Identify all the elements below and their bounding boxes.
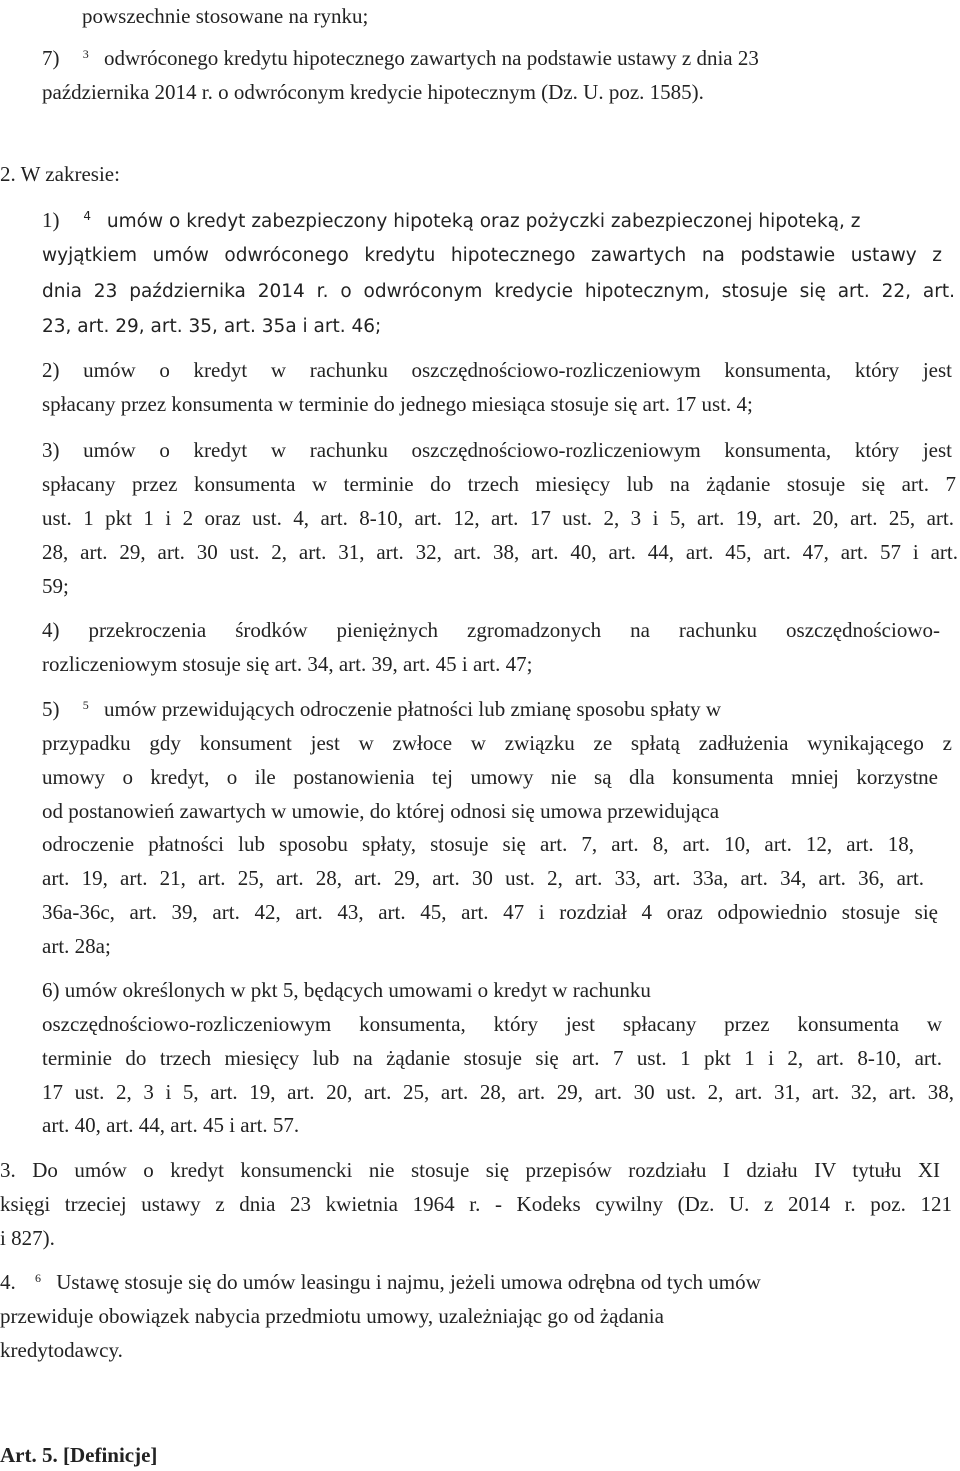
text-line: dnia 23 października 2014 r. o odwróconym kredycie hipotecznym, stosuje się art. 22, art. (42, 281, 955, 302)
text-line: art. 28a; (42, 934, 111, 958)
footnote-ref: 3 (82, 47, 89, 61)
text-line: oszczędnościowo-rozliczeniowym konsumenta, który jest spłacany przez konsumenta w (42, 1012, 942, 1036)
text-line: 59; (42, 574, 69, 598)
list-item-7 (42, 46, 902, 70)
text-line: rozliczeniowym stosuje się art. 34, art. 39, art. 45 i art. 47; (42, 652, 533, 676)
footnote-ref: 5 (82, 698, 89, 712)
item-text: umów o kredyt zabezpieczony hipoteką oraz pożyczki zabezpieczonej hipoteką, z (106, 211, 861, 232)
text-line: wyjątkiem umów odwróconego kredytu hipotecznego zawartych na podstawie ustawy z (42, 245, 942, 266)
text-line: 17 ust. 2, 3 i 5, art. 19, art. 20, art. 25, art. 28, art. 29, art. 30 ust. 2, art. 31, art. 32, art. 38, (42, 1080, 954, 1104)
text-line: października 2014 r. o odwróconym kredycie hipotecznym (Dz. U. poz. 1585). (42, 80, 704, 104)
section-heading (0, 162, 960, 186)
text-line: kredytodawcy. (0, 1338, 123, 1362)
list-item-3: 3) umów o kredyt w rachunku oszczędnościowo-rozliczeniowym konsumenta, który jest (42, 438, 952, 462)
text-line: terminie do trzech miesięcy lub na żądanie stosuje się art. 7 ust. 1 pkt 1 i 2, art. 8-10, art. (42, 1046, 942, 1070)
text-line: i 827). (0, 1226, 55, 1250)
list-item-1 (42, 208, 942, 232)
list-item-4: 4) przekroczenia środków pieniężnych zgromadzonych na rachunku oszczędnościowo- (42, 618, 940, 642)
text-line: powszechnie stosowane na rynku; (82, 4, 369, 28)
text-line: przewiduje obowiązek nabycia przedmiotu umowy, uzależniając go od żądania (0, 1304, 664, 1328)
item-number: 7) (42, 46, 60, 70)
section-3-text: 3. Do umów o kredyt konsumencki nie stosuje się przepisów rozdziału I działu IV tytułu XI (0, 1158, 940, 1182)
list-item-2: 2) umów o kredyt w rachunku oszczędnościowo-rozliczeniowym konsumenta, który jest (42, 358, 952, 382)
item-number: 1) (42, 208, 60, 232)
section-2-heading: 2. W zakresie: (0, 162, 120, 186)
list-item-5 (42, 697, 902, 721)
text-line: 36a-36c, art. 39, art. 42, art. 43, art. 45, art. 47 i rozdział 4 oraz odpowiednio stosuje się (42, 900, 938, 924)
text-line: umowy o kredyt, o ile postanowienia tej umowy nie są dla konsumenta mniej korzystne (42, 765, 938, 789)
footnote-ref: 6 (35, 1271, 41, 1285)
section-text: Ustawę stosuje się do umów leasingu i najmu, jeżeli umowa odrębna od tych umów (56, 1270, 761, 1294)
list-item-6: 6) umów określonych w pkt 5, będących umowami o kredyt w rachunku (42, 978, 651, 1002)
footnote-ref: 4 (83, 209, 92, 223)
text-line: księgi trzeciej ustawy z dnia 23 kwietnia 1964 r. - Kodeks cywilny (Dz. U. z 2014 r. poz. 121 (0, 1192, 952, 1216)
item-number: 5) (42, 697, 60, 721)
text-line: od postanowień zawartych w umowie, do której odnosi się umowa przewidująca (42, 799, 720, 823)
text-line: art. 40, art. 44, art. 45 i art. 57. (42, 1113, 300, 1137)
item-text: umów przewidujących odroczenie płatności lub zmianę sposobu spłaty w (104, 697, 721, 721)
section-number: 4. (0, 1270, 16, 1294)
article-heading: Art. 5. [Definicje] (0, 1443, 158, 1467)
section-4 (0, 1270, 900, 1294)
text-line: przypadku gdy konsument jest w zwłoce w związku ze spłatą zadłużenia wynikającego z (42, 731, 952, 755)
text-line: ust. 1 pkt 1 i 2 oraz ust. 4, art. 8-10, art. 12, art. 17 ust. 2, 3 i 5, art. 19, art. 20, art. 25, art. (42, 506, 954, 530)
text-line: art. 19, art. 21, art. 25, art. 28, art. 29, art. 30 ust. 2, art. 33, art. 33a, art. 34, art. 36, art. (42, 866, 924, 890)
item-text: odwróconego kredytu hipotecznego zawartych na podstawie ustawy z dnia 23 (104, 46, 759, 70)
text-line: spłacany przez konsumenta w terminie do trzech miesięcy lub na żądanie stosuje się art. 7 (42, 472, 956, 496)
text-line: spłacany przez konsumenta w terminie do jednego miesiąca stosuje się art. 17 ust. 4; (42, 392, 753, 416)
text-line: 28, art. 29, art. 30 ust. 2, art. 31, art. 32, art. 38, art. 40, art. 44, art. 45, art. 47, art. 57 i art. (42, 540, 958, 564)
text-line: 23, art. 29, art. 35, art. 35a i art. 46; (42, 316, 382, 337)
text-line: odroczenie płatności lub sposobu spłaty, stosuje się art. 7, art. 8, art. 10, art. 12, art. 18, (42, 832, 914, 856)
